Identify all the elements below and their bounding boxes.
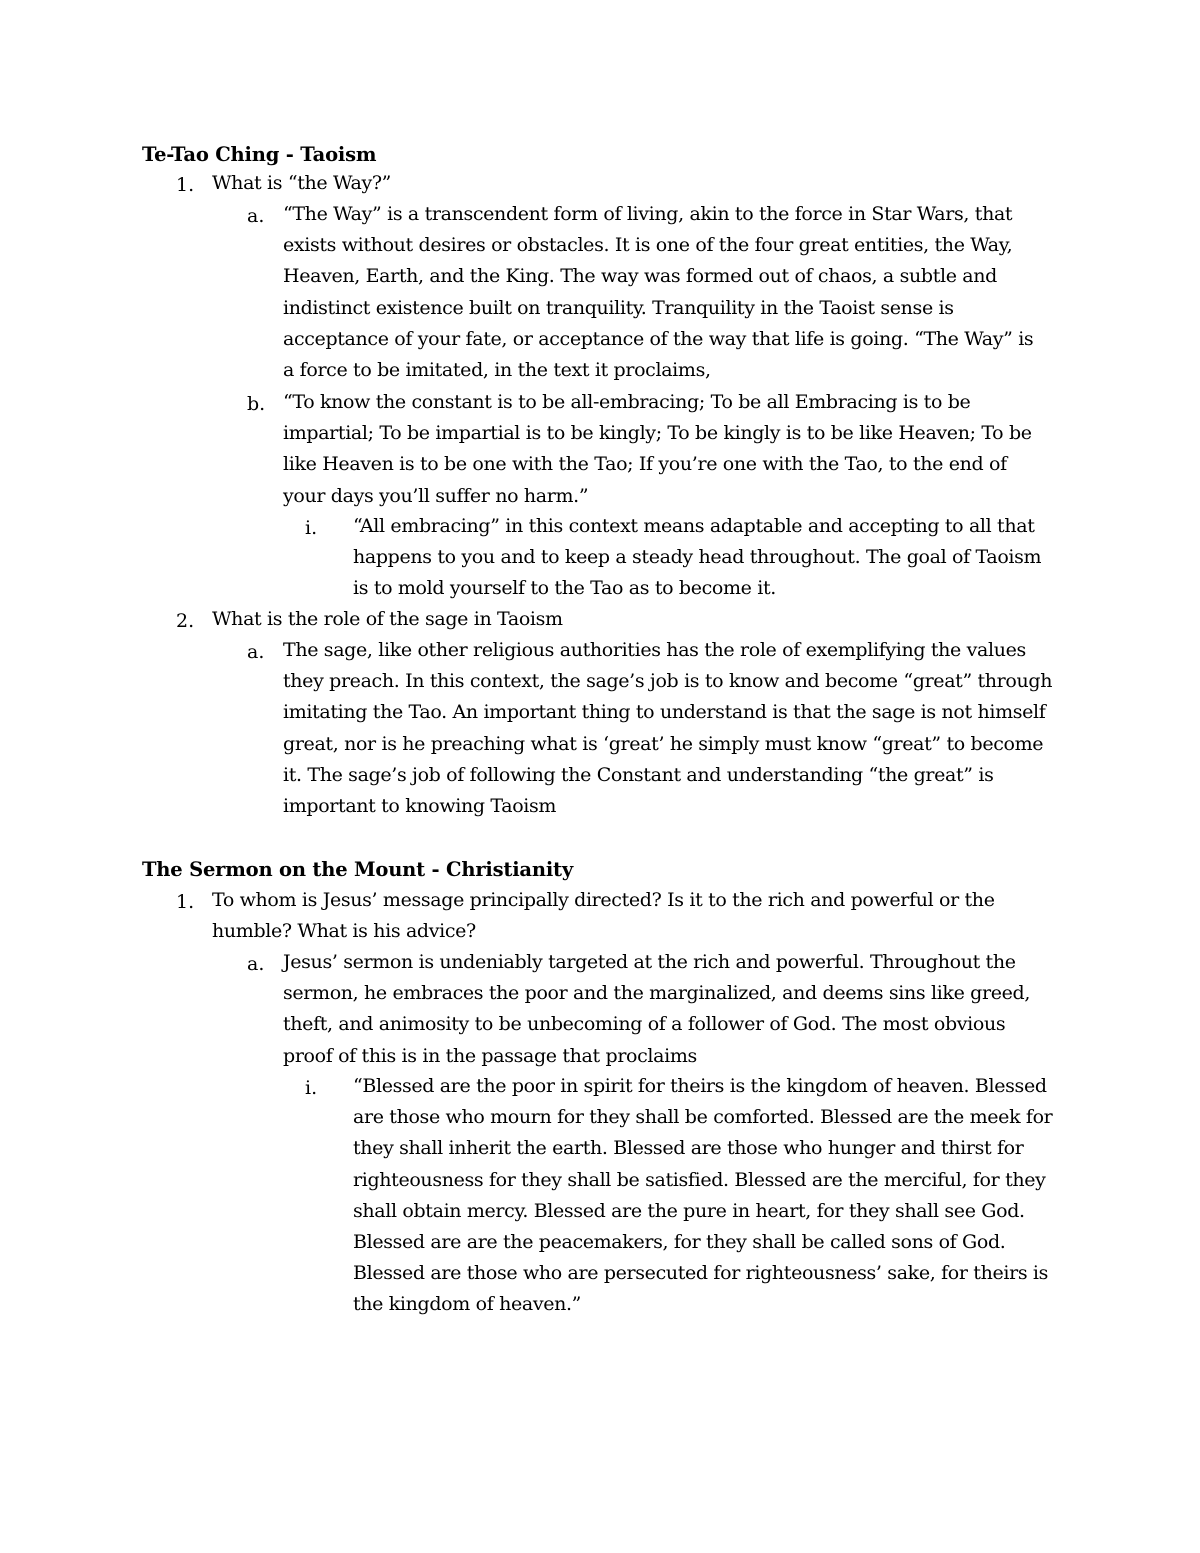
sub-answer-text: “All embracing” in this context means adaptable and accepting to all that happens to you and to keep a steady head throughout. The goal of Taoism is to mold yourself to the Tao as to become it.	[353, 515, 1042, 600]
answer-text: “The Way” is a transcendent form of living, akin to the force in Star Wars, that exists without desires or obstacles. It is one of the four great entities, the Way, Heaven, Earth, and the King. The way was formed out of chaos, a subtle and indistinct existence built on tranquility. Tranquility in the Taoist sense is acceptance of your fate, or acceptance of the way that life is going. “The Way” is a force to be imitated, in the text it proclaims,	[283, 203, 1034, 382]
question-text: What is “the Way?”	[212, 172, 392, 194]
answer-text: The sage, like other religious authorities has the role of exemplifying the values they preach. In this context, the sage’s job is to know and become “great” through imitating the Tao. An important thing to understand is that the sage is not himself great, nor is he preaching what is ‘great’ he simply must know “great” to become it. The sage’s job of following the Constant and understanding “the great” is important to knowing Taoism	[283, 639, 1053, 818]
section-heading-taoism: Te-Tao Ching - Taoism	[142, 143, 377, 166]
answer-marker: a.	[247, 953, 265, 975]
answer-marker: a.	[247, 205, 265, 227]
question-number: 1.	[176, 174, 195, 196]
question-number: 2.	[176, 610, 195, 632]
answer-text: Jesus’ sermon is undeniably targeted at the rich and powerful. Throughout the sermon, he embraces the poor and the marginalized, and deems sins like greed, theft, and animosity to be unbecoming of a follower of God. The most obvious proof of this is in the passage that proclaims	[283, 951, 1031, 1067]
sub-answer-marker: i.	[305, 1077, 318, 1099]
question-text: To whom is Jesus’ message principally directed? Is it to the rich and powerful or the humble? What is his advice?	[212, 889, 995, 943]
sub-answer-text: “Blessed are the poor in spirit for theirs is the kingdom of heaven. Blessed are those who mourn for they shall be comforted. Blessed are the meek for they shall inherit the earth. Blessed are those who hunger and thirst for righteousness for they shall be satisfied. Blessed are the merciful, for they shall obtain mercy. Blessed are the pure in heart, for they shall see God. Blessed are are the peacemakers, for they shall be called sons of God. Blessed are those who are persecuted for righteousness’ sake, for theirs is the kingdom of heaven.”	[353, 1075, 1053, 1316]
answer-marker: a.	[247, 641, 265, 663]
question-text: What is the role of the sage in Taoism	[212, 608, 563, 630]
answer-marker: b.	[247, 393, 266, 415]
section-heading-christianity: The Sermon on the Mount - Christianity	[142, 858, 573, 881]
answer-text: “To know the constant is to be all-embracing; To be all Embracing is to be impartial; To be impartial is to be kingly; To be kingly is to be like Heaven; To be like Heaven is to be one with the Tao; If you’re one with the Tao, to the end of your days you’ll suffer no harm.”	[283, 391, 1032, 507]
question-number: 1.	[176, 891, 195, 913]
sub-answer-marker: i.	[305, 517, 318, 539]
